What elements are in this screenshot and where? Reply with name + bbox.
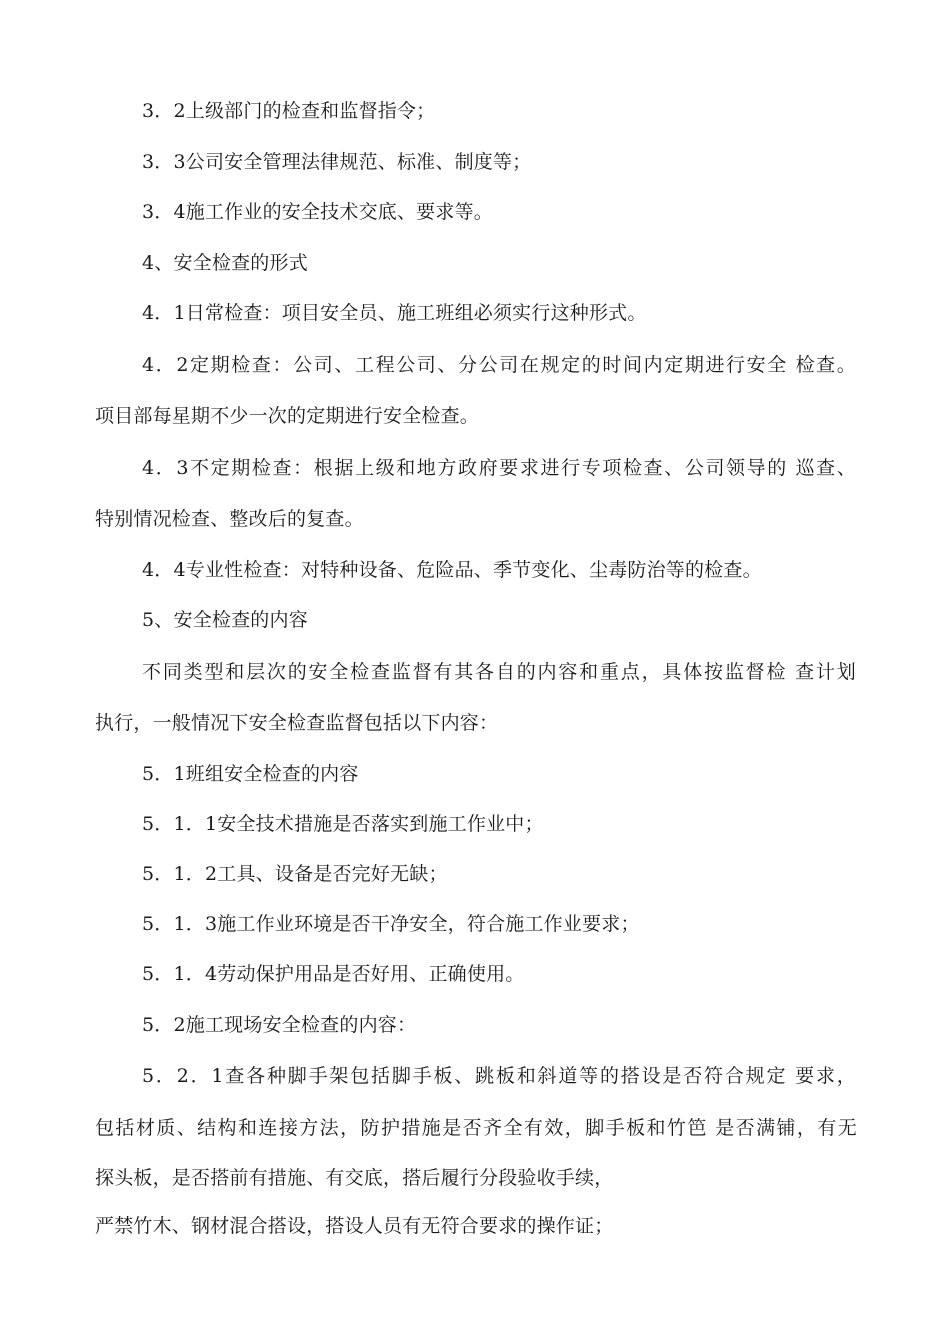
clause-5-2-1-continued-3: 严禁竹木、钢材混合搭设，搭设人员有无符合要求的操作证； [95, 1215, 614, 1237]
clause-3-4: 3．4施工作业的安全技术交底、要求等。 [142, 201, 493, 223]
clause-4-3: 4．3不定期检查：根据上级和地方政府要求进行专项检查、公司领导的 巡查、 [142, 457, 856, 479]
clause-4-4: 4．4专业性检查：对特种设备、危险品、季节变化、尘毒防治等的检查。 [142, 559, 762, 581]
clause-5-2-1-continued-2: 探头板，是否搭前有措施、有交底，搭后履行分段验收手续， [95, 1167, 614, 1189]
clause-4-2: 4．2定期检查：公司、工程公司、分公司在规定的时间内定期进行安全 检查。 [142, 354, 856, 376]
section-5-intro-continued: 执行，一般情况下安全检查监督包括以下内容： [95, 712, 499, 734]
clause-4-1: 4．1日常检查：项目安全员、施工班组必须实行这种形式。 [142, 302, 647, 324]
clause-3-2: 3．2上级部门的检查和监督指令； [142, 100, 436, 122]
clause-5-1-4: 5．1．4劳动保护用品是否好用、正确使用。 [142, 963, 525, 985]
clause-5-2: 5．2施工现场安全检查的内容： [142, 1014, 417, 1036]
section-5-heading: 5、安全检查的内容 [142, 609, 308, 631]
clause-5-1: 5．1班组安全检查的内容 [142, 763, 359, 785]
clause-5-1-1: 5．1．1安全技术措施是否落实到施工作业中； [142, 813, 544, 835]
clause-4-3-continued: 特别情况检查、整改后的复查。 [95, 508, 364, 530]
clause-5-2-1-continued-1: 包括材质、结构和连接方法，防护措施是否齐全有效，脚手板和竹笆 是否满铺，有无 [95, 1117, 857, 1139]
clause-5-1-3: 5．1．3施工作业环境是否干净安全，符合施工作业要求； [142, 913, 640, 935]
clause-4-2-continued: 项目部每星期不少一次的定期进行安全检查。 [95, 405, 480, 427]
clause-5-1-2: 5．1．2工具、设备是否完好无缺； [142, 863, 448, 885]
section-4-heading: 4、安全检查的形式 [142, 252, 308, 274]
section-5-intro: 不同类型和层次的安全检查监督有其各自的内容和重点，具体按监督检 查计划 [142, 661, 856, 683]
clause-3-3: 3．3公司安全管理法律规范、标准、制度等； [142, 151, 532, 173]
clause-5-2-1: 5．2．1查各种脚手架包括脚手板、跳板和斜道等的搭设是否符合规定 要求， [142, 1065, 856, 1087]
